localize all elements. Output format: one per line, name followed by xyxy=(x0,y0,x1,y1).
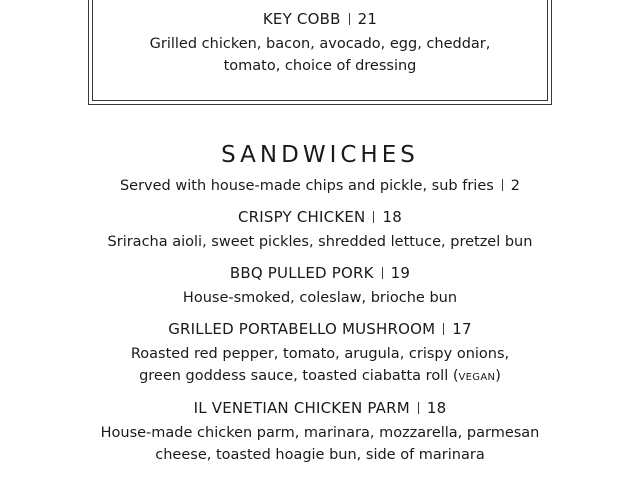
item-price: 17 xyxy=(452,320,472,338)
section-heading: SANDWICHES xyxy=(221,142,419,168)
key-cobb-description-line1: Grilled chicken, bacon, avocado, egg, cheddar, xyxy=(149,36,491,52)
item-name: BBQ PULLED PORK xyxy=(229,264,374,282)
menu-item-title xyxy=(0,264,640,282)
section-note xyxy=(0,175,640,197)
item-price: 18 xyxy=(382,208,402,226)
section-note-price: 2 xyxy=(510,178,521,194)
item-name: GRILLED PORTABELLO MUSHROOM xyxy=(168,320,436,338)
menu-item-description: House-made chicken parm, marinara, mozzarella, parmesan xyxy=(100,425,540,441)
item-price: 18 xyxy=(426,399,447,417)
key-cobb-description-line2: tomato, choice of dressing xyxy=(223,58,417,74)
description-close: ) xyxy=(495,368,501,384)
item-price: 21 xyxy=(357,10,378,28)
menu-item-description xyxy=(0,365,640,389)
menu-item-title xyxy=(0,320,640,338)
menu-item-description: Sriracha aioli, sweet pickles, shredded lettuce, pretzel bun xyxy=(107,234,533,250)
price-divider xyxy=(502,179,503,191)
item-name: IL VENETIAN CHICKEN PARM xyxy=(193,399,410,417)
menu-item-description: House-smoked, coleslaw, brioche bun xyxy=(182,290,458,306)
description-text: green goddess sauce, toasted ciabatta roll ( xyxy=(139,368,459,384)
key-cobb-title xyxy=(0,10,640,28)
price-divider xyxy=(382,267,383,279)
price-divider xyxy=(418,402,419,414)
section-note-text: Served with house-made chips and pickle, sub fries xyxy=(119,178,494,194)
menu-item-title xyxy=(0,208,640,226)
item-name: KEY COBB xyxy=(262,10,341,28)
price-divider xyxy=(373,211,374,223)
menu-item-description: Roasted red pepper, tomato, arugula, crispy onions, xyxy=(130,346,510,362)
vegan-tag: VEGAN xyxy=(458,372,496,383)
price-divider xyxy=(443,323,444,335)
menu-item-title xyxy=(0,399,640,417)
menu-item-description: cheese, toasted hoagie bun, side of marinara xyxy=(155,447,485,463)
item-name: CRISPY CHICKEN xyxy=(238,208,366,226)
item-price: 19 xyxy=(390,264,411,282)
price-divider xyxy=(349,13,350,25)
